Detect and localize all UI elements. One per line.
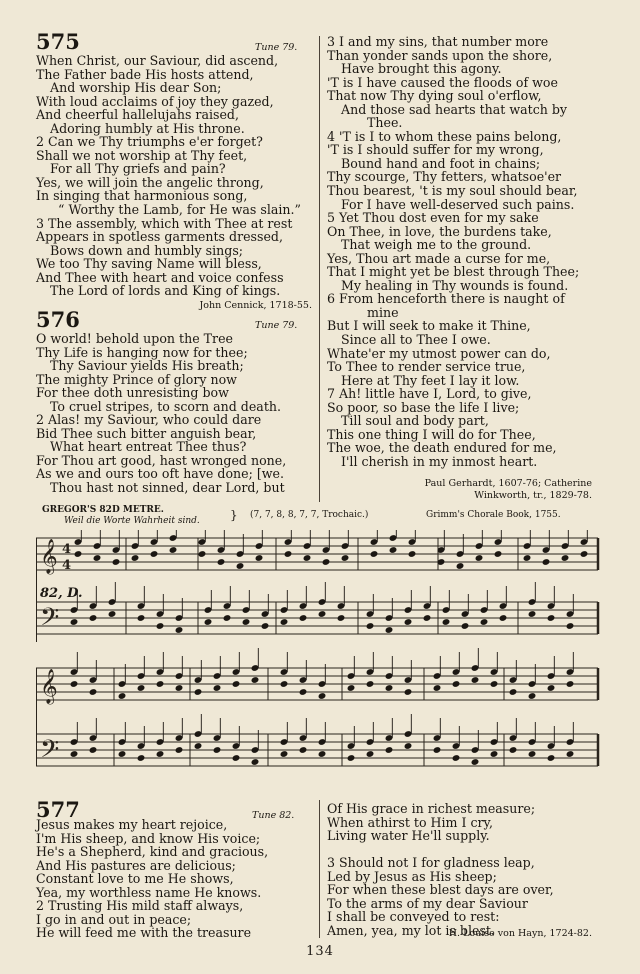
verse-line: So poor, so base the life I live; (327, 399, 520, 415)
author-credit: John Cennick, 1718-55. (199, 300, 312, 311)
tune-meter-label: 82, D. (40, 586, 83, 601)
verse-line: But I will seek to make it Thine, (327, 318, 531, 334)
hymn-576-lines-right (327, 35, 579, 469)
verse-line: Here at Thy feet I lay it low. (341, 372, 520, 388)
verse-line: “ Worthy the Lamb, for He was slain.” (58, 202, 301, 218)
verse-line: Yea, my worthless name He knows. (36, 884, 262, 900)
meter: (7, 7, 8, 8, 7, 7, Trochaic.) (250, 510, 369, 520)
verse-line: Shall we not worship at Thy feet, (36, 147, 248, 163)
verse-line: I'm His sheep, and know His voice; (36, 830, 261, 846)
verse-line: Bound hand and foot in chains; (341, 155, 541, 171)
verse-line: When athirst to Him I cry, (327, 814, 493, 830)
verse-line: That now Thy dying soul o'erflow, (327, 88, 542, 104)
verse-line: 3 Should not I for gladness leap, (327, 855, 535, 871)
verse-line: For Thou art good, hast wronged none, (36, 452, 287, 468)
verse-line: On Thee, in love, the burdens take, (327, 223, 552, 239)
verse-line: And cheerful hallelujahs raised, (36, 107, 239, 123)
verse-line: Constant love to me He shows, (36, 871, 234, 887)
verse-line: Thou hast not sinned, dear Lord, but (50, 480, 285, 496)
verse-line: I shall be conveyed to rest: (327, 909, 500, 925)
verse-line: 7 Ah! little have I, Lord, to give, (327, 386, 532, 402)
verse-line: 6 From henceforth there is naught of (327, 291, 565, 307)
verse-line: Thy scourge, Thy fetters, whatsoe'er (327, 169, 562, 185)
verse-line: Bows down and humbly sings; (50, 242, 244, 258)
verse-line: Thy Saviour yields His breath; (50, 358, 244, 374)
tune-name: GREGOR'S 82D METRE. (42, 505, 164, 515)
verse-line: In singing that harmonious song, (36, 188, 248, 204)
verse-line: Whate'er my utmost power can do, (327, 345, 551, 361)
hymn-577-lines-left (36, 818, 268, 940)
verse-line: 2 Can we Thy triumphs e'er forget? (36, 134, 263, 150)
verse-line: 2 Trusting His mild staff always, (36, 898, 244, 914)
hymn-576 (36, 308, 286, 495)
verse-line: mine (367, 304, 399, 320)
hymn-576-lines-left (36, 332, 286, 495)
verse-line: To cruel stripes, to scorn and death. (50, 398, 281, 414)
verse-line: Bid Thee such bitter anguish bear, (36, 425, 257, 441)
verse-line: My healing in Thy wounds is found. (341, 277, 569, 293)
svg-text:4: 4 (62, 558, 72, 573)
verse-line: With loud acclaims of joy they gazed, (36, 93, 274, 109)
verse-line: 4 'T is I to whom these pains belong, (327, 128, 562, 144)
verse-line: That I might yet be blest through Thee; (327, 264, 580, 280)
tune-reference: Tune 82. (252, 810, 295, 821)
verse-line: Living water He'll supply. (327, 828, 490, 844)
verse-line: He will feed me with the treasure (36, 925, 252, 941)
verse-line: Yes, Thou art made a curse for me, (327, 250, 551, 266)
verse-line: 'T is I should suffer for my wrong, (327, 142, 544, 158)
verse-line: Of His grace in richest measure; (327, 801, 536, 816)
verse-line (327, 843, 554, 857)
svg-text:𝄞: 𝄞 (40, 669, 58, 704)
verse-line: And His pastures are delicious; (36, 857, 236, 873)
svg-text:𝄢: 𝄢 (40, 603, 60, 638)
verse-line: Appears in spotless garments dressed, (36, 229, 283, 245)
tune-reference: Tune 79. (255, 42, 298, 53)
hymn-number: 577 (36, 797, 80, 822)
music-score (36, 530, 602, 800)
hymn-number: 575 (36, 29, 80, 54)
column-divider (319, 36, 320, 502)
verse-line: 3 The assembly, which with Thee at rest (36, 215, 293, 231)
tune-source: Grimm's Chorale Book, 1755. (426, 510, 561, 520)
hymn-575-lines (36, 54, 301, 298)
verse-line: For I have well-deserved such pains. (341, 196, 575, 212)
hymn-576-continued (327, 35, 579, 469)
verse-line: And those sad hearts that watch by (341, 101, 568, 117)
verse-line: 5 Yet Thou dost even for my sake (327, 210, 539, 226)
svg-text:𝄞: 𝄞 (40, 539, 58, 574)
verse-line: O world! behold upon the Tree (36, 331, 233, 346)
verse-line: Thee. (367, 115, 403, 131)
hymn-number: 576 (36, 307, 80, 332)
verse-line: When Christ, our Saviour, did ascend, (36, 53, 279, 68)
verse-line: Amen, yea, my lot is blest. (327, 922, 495, 938)
verse-line: That weigh me to the ground. (341, 237, 532, 253)
author-credit: Paul Gerhardt, 1607-76; Catherine Winkworth, tr., 1829-78. (424, 478, 592, 501)
verse-line: Thy Life is hanging now for thee; (36, 344, 248, 360)
verse-line: Than yonder sands upon the shore, (327, 47, 553, 63)
verse-line: As we and ours too oft have done; [we. (36, 466, 284, 482)
verse-line: To Thee to render service true, (327, 359, 526, 375)
verse-line: Jesus makes my heart rejoice, (36, 817, 228, 832)
verse-line: And Thee with heart and voice confess (36, 269, 284, 285)
verse-line: 3 I and my sins, that number more (327, 34, 549, 49)
verse-line: This one thing I will do for Thee, (327, 426, 536, 442)
hymn-575 (36, 30, 301, 298)
verse-line: We too Thy saving Name will bless, (36, 256, 262, 272)
verse-line: What heart entreat Thee thus? (50, 439, 247, 455)
verse-line: 2 Alas! my Saviour, who could dare (36, 412, 262, 428)
author-credit: H. Louise von Hayn, 1724-82. (448, 928, 592, 939)
svg-text:4: 4 (62, 542, 72, 557)
verse-line: The Father bade His hosts attend, (36, 66, 254, 82)
verse-line: The Lord of lords and King of kings. (50, 283, 281, 299)
verse-line: Have brought this agony. (341, 61, 502, 77)
page-number: 134 (306, 944, 334, 959)
verse-line: To the arms of my dear Saviour (327, 895, 528, 911)
verse-line: I'll cherish in my inmost heart. (341, 453, 538, 469)
verse-line: Adoring humbly at His throne. (50, 120, 245, 136)
verse-line: For when these blest days are over, (327, 882, 554, 898)
column-divider (319, 800, 320, 938)
verse-line: And worship His dear Son; (50, 80, 222, 96)
svg-text:𝄢: 𝄢 (40, 735, 60, 770)
verse-line: Led by Jesus as His sheep; (327, 868, 497, 884)
verse-line: Yes, we will join the angelic throng, (36, 174, 264, 190)
verse-line: The woe, the death endured for me, (327, 440, 557, 456)
verse-line: For thee doth unresisting bow (36, 385, 229, 401)
tune-reference: Tune 79. (255, 320, 298, 331)
verse-line: The mighty Prince of glory now (36, 371, 237, 387)
verse-line: Thou bearest, 't is my soul should bear, (327, 183, 578, 199)
verse-line: Since all to Thee I owe. (341, 332, 491, 348)
verse-line: 'T is I have caused the floods of woe (327, 74, 558, 90)
verse-line: Till soul and body part, (341, 413, 489, 429)
verse-line: For all Thy griefs and pain? (50, 161, 226, 177)
verse-line: He's a Shepherd, kind and gracious, (36, 844, 269, 860)
verse-line: I go in and out in peace; (36, 911, 192, 927)
hymn-577-lines-right (327, 802, 554, 937)
brace: } (230, 508, 238, 522)
german-title: Weil die Worte Wahrheit sind. (64, 516, 200, 526)
